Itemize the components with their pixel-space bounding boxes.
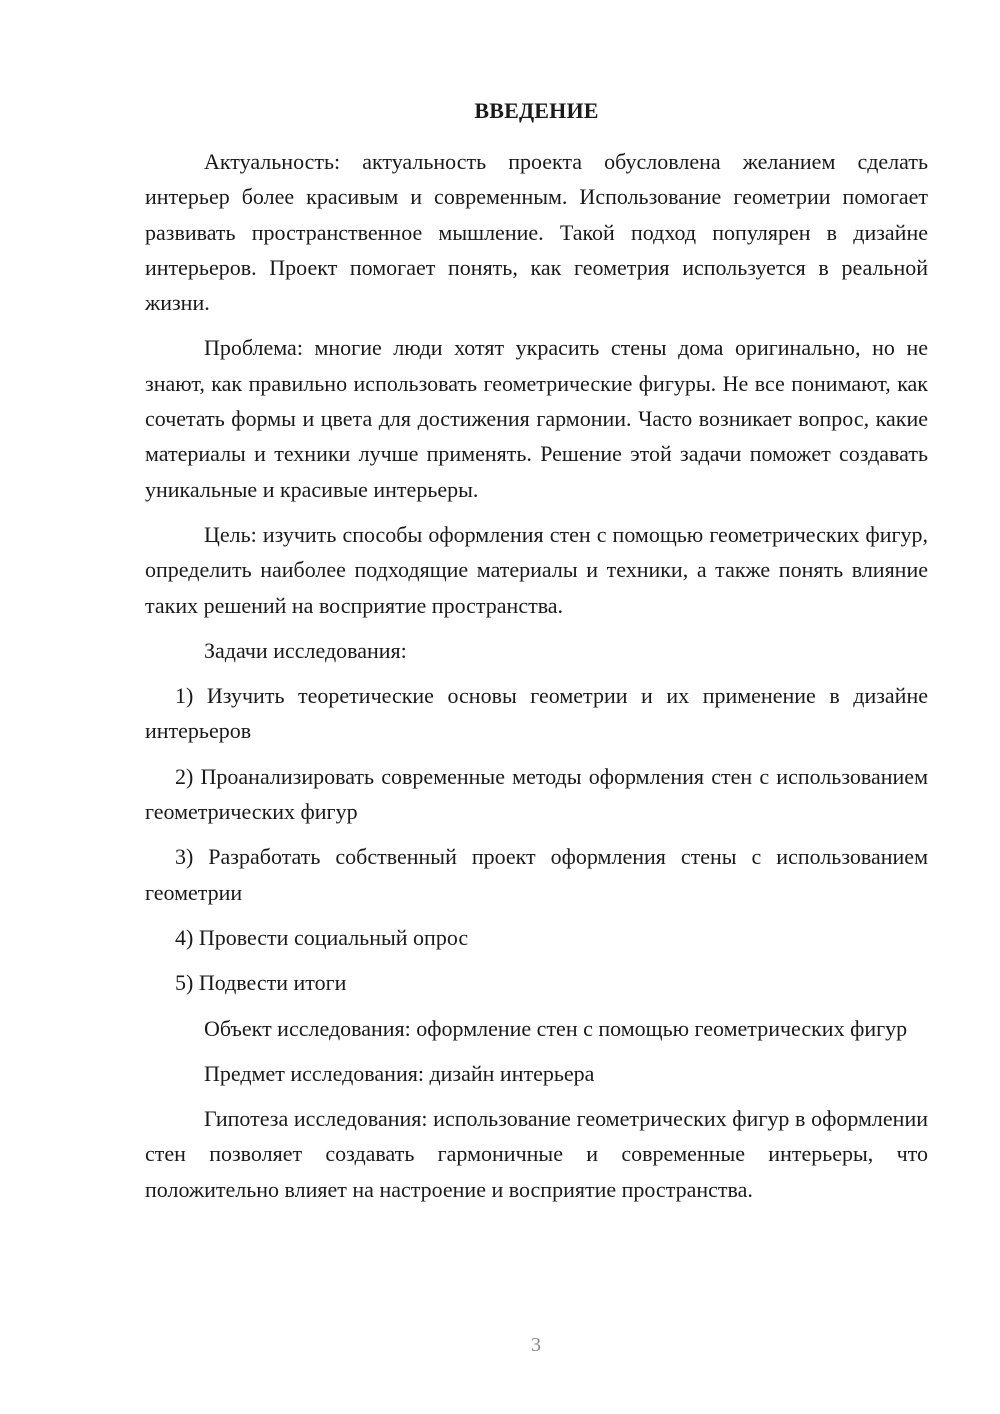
task-item-3: 3) Разработать собственный проект оформления стены с использованием геометрии [145, 844, 928, 905]
paragraph-object: Объект исследования: оформление стен с помощью геометрических фигур [204, 1015, 908, 1041]
tasks-heading: Задачи исследования: [204, 637, 407, 663]
task-item-4: 4) Провести социальный опрос [175, 924, 469, 950]
paragraph-problem: Проблема: многие люди хотят украсить стены дома оригинально, но не знают, как правильно использовать геометрические фигуры. Не все понимают, как сочетать формы и цвета для достижения гармонии. Часто возникает вопрос, какие материалы и техники лучше применять. Решение этой задачи поможет создавать уникальные и красивые интерьеры. [145, 335, 928, 502]
task-item-1: 1) Изучить теоретические основы геометрии и их применение в дизайне интерьеров [145, 683, 928, 744]
paragraph-goal: Цель: изучить способы оформления стен с помощью геометрических фигур, определить наиболее подходящие материалы и техники, а также понять влияние таких решений на восприятие пространства. [145, 521, 928, 618]
paragraph-hypothesis: Гипотеза исследования: использование геометрических фигур в оформлении стен позволяет создавать гармоничные и современные интерьеры, что положительно влияет на настроение и восприятие пространства. [145, 1106, 928, 1202]
page-number: 3 [531, 1334, 541, 1356]
paragraph-relevance: Актуальность: актуальность проекта обусловлена желанием сделать интерьер более красивым и современным. Использование геометрии помогает развивать пространственное мышление. Такой подход популярен в дизайне интерьеров. Проект помогает понять, как геометрия используется в реальной жизни. [145, 149, 928, 316]
document-page [145, 96, 928, 1207]
paragraph-subject: Предмет исследования: дизайн интерьера [204, 1060, 595, 1086]
section-title: ВВЕДЕНИЕ [474, 98, 599, 123]
task-item-2: 2) Проанализировать современные методы оформления стен с использованием геометрических фигур [145, 763, 928, 825]
task-item-5: 5) Подвести итоги [175, 970, 347, 996]
